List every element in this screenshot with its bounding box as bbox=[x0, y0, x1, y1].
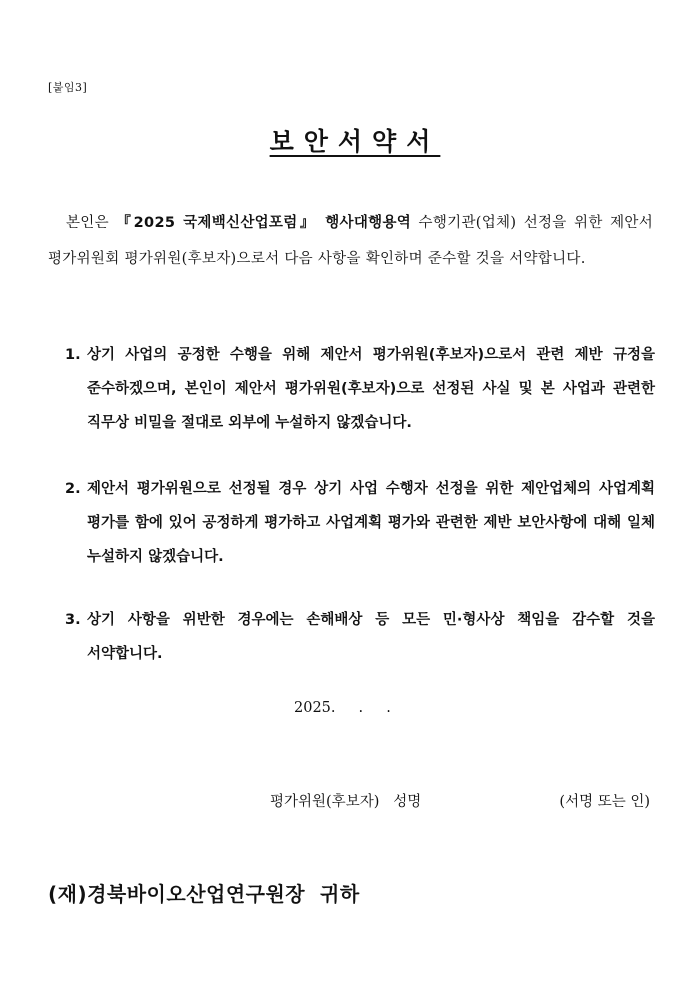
clause-text: 제안서 평가위원으로 선정될 경우 상기 사업 수행자 선정을 위한 제안업체의 사업계획 평가를 함에 있어 공정하게 평가하고 사업계획 평가와 관련한 제반 보안사항에 대해 일체 누설하지 않겠습니다. bbox=[87, 481, 655, 565]
intro-paragraph bbox=[48, 205, 653, 277]
date-line: 2025. . . bbox=[294, 700, 391, 716]
clause-text: 상기 사업의 공정한 수행을 위해 제안서 평가위원(후보자)으로서 관련 제반 규정을 준수하겠으며, 본인이 제안서 평가위원(후보자)으로 선정된 사실 및 본 사업과 관련한 직무상 비밀을 절대로 외부에 누설하지 않겠습니다. bbox=[87, 347, 655, 431]
document-title bbox=[0, 122, 700, 158]
attachment-label: [붙임3] bbox=[48, 81, 88, 94]
clause-number: 1. bbox=[65, 347, 81, 363]
clause-1 bbox=[65, 338, 655, 440]
addressee: (재)경북바이오산업연구원장 귀하 bbox=[48, 882, 360, 906]
clause-number: 3. bbox=[65, 612, 81, 628]
project-name: 『2025 국제백신산업포럼』 행사대행용역 bbox=[116, 215, 412, 231]
clause-text: 상기 사항을 위반한 경우에는 손해배상 등 모든 민·형사상 책임을 감수할 것을 서약합니다. bbox=[87, 612, 655, 662]
clause-number: 2. bbox=[65, 481, 81, 497]
clause-2 bbox=[65, 472, 655, 574]
signer-line: 평가위원(후보자) 성명 bbox=[270, 794, 422, 810]
clause-3 bbox=[65, 603, 655, 671]
document-title-text: 보안서약서 bbox=[269, 127, 441, 156]
intro-prefix: 본인은 bbox=[66, 215, 117, 231]
intro-suffix: 수행기관(업체) 선정을 위한 제안서 평가위원회 평가위원(후보자)으로서 다음 사항을 확인하며 준수할 것을 서약합니다. bbox=[48, 215, 653, 267]
signature-note: (서명 또는 인) bbox=[559, 794, 650, 810]
